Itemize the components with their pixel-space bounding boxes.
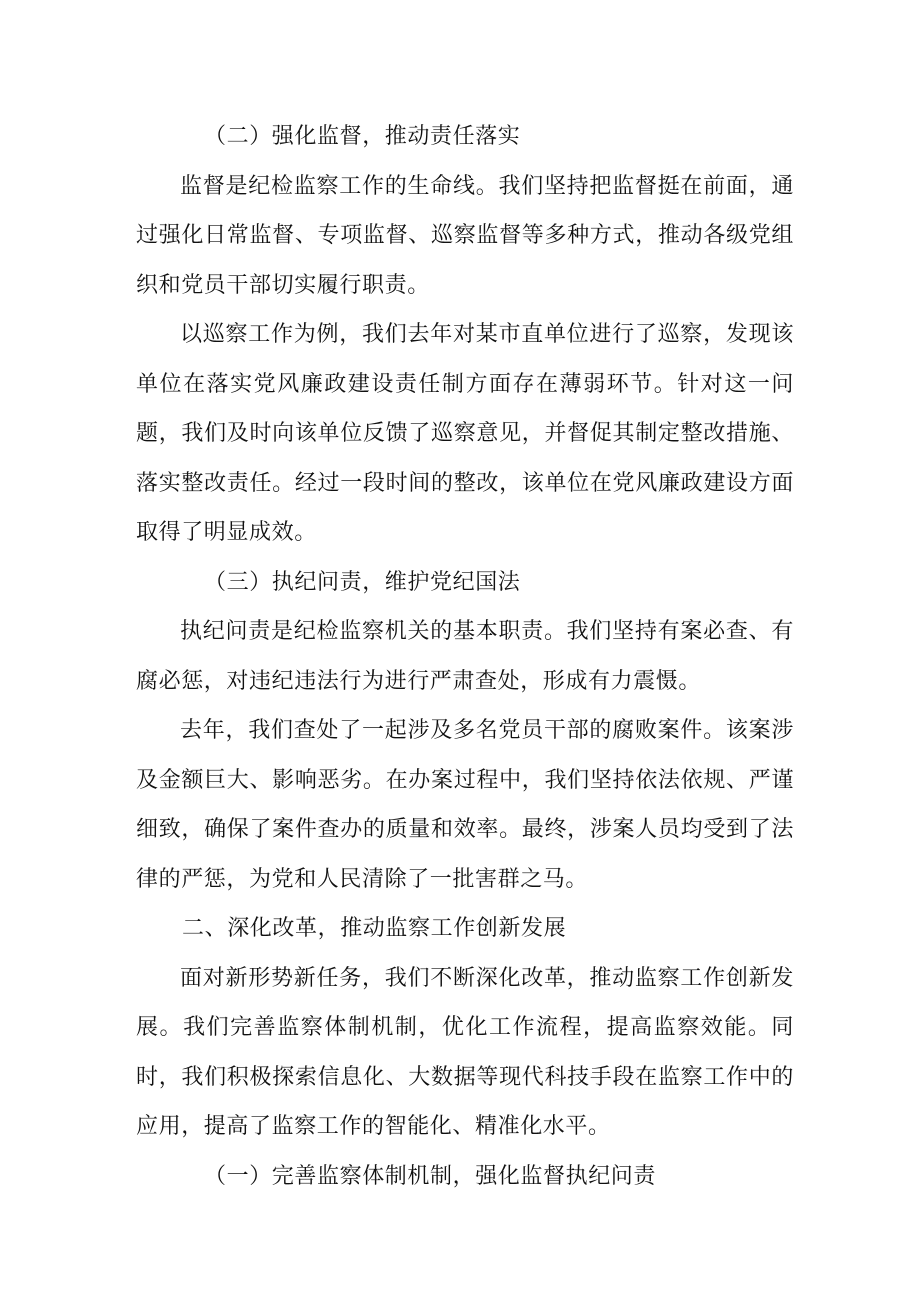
subheading-strengthen-supervision: （二）强化监督，推动责任落实 — [204, 124, 521, 149]
subheading-discipline-accountability: （三）执纪问责，维护党纪国法 — [204, 569, 521, 595]
paragraph-accountability-duty: 执纪问责是纪检监察机关的基本职责。我们坚持有案必查、有腐必惩，对违纪违法行为进行严肃查处，形成有力震慑。 — [136, 619, 794, 694]
paragraph-inspection-example: 以巡察工作为例，我们去年对某市直单位进行了巡察，发现该单位在落实党风廉政建设责任制方面存在薄弱环节。针对这一问题，我们及时向该单位反馈了巡察意见，并督促其制定整改措施、落实整改责任。经过一段时间的整改，该单位在党风廉政建设方面取得了明显成效。 — [136, 322, 794, 545]
section-heading-deepen-reform: 二、深化改革，推动监察工作创新发展 — [182, 916, 567, 941]
paragraph-corruption-case: 去年，我们查处了一起涉及多名党员干部的腐败案件。该案涉及金额巨大、影响恶劣。在办案过程中，我们坚持依法依规、严谨细致，确保了案件查办的质量和效率。最终，涉案人员均受到了法律的严惩，为党和人民清除了一批害群之马。 — [136, 718, 794, 892]
subheading-improve-mechanism: （一）完善监察体制机制，强化监督执纪问责 — [204, 1163, 657, 1189]
paragraph-reform-innovation: 面对新形势新任务，我们不断深化改革，推动监察工作创新发展。我们完善监察体制机制，优化工作流程，提高监察效能。同时，我们积极探索信息化、大数据等现代科技手段在监察工作中的应用，提高了监察工作的智能化、精准化水平。 — [136, 965, 794, 1139]
paragraph-supervision-lifeline: 监督是纪检监察工作的生命线。我们坚持把监督挺在前面，通过强化日常监督、专项监督、巡察监督等多种方式，推动各级党组织和党员干部切实履行职责。 — [136, 173, 794, 298]
document-body — [136, 112, 794, 1201]
